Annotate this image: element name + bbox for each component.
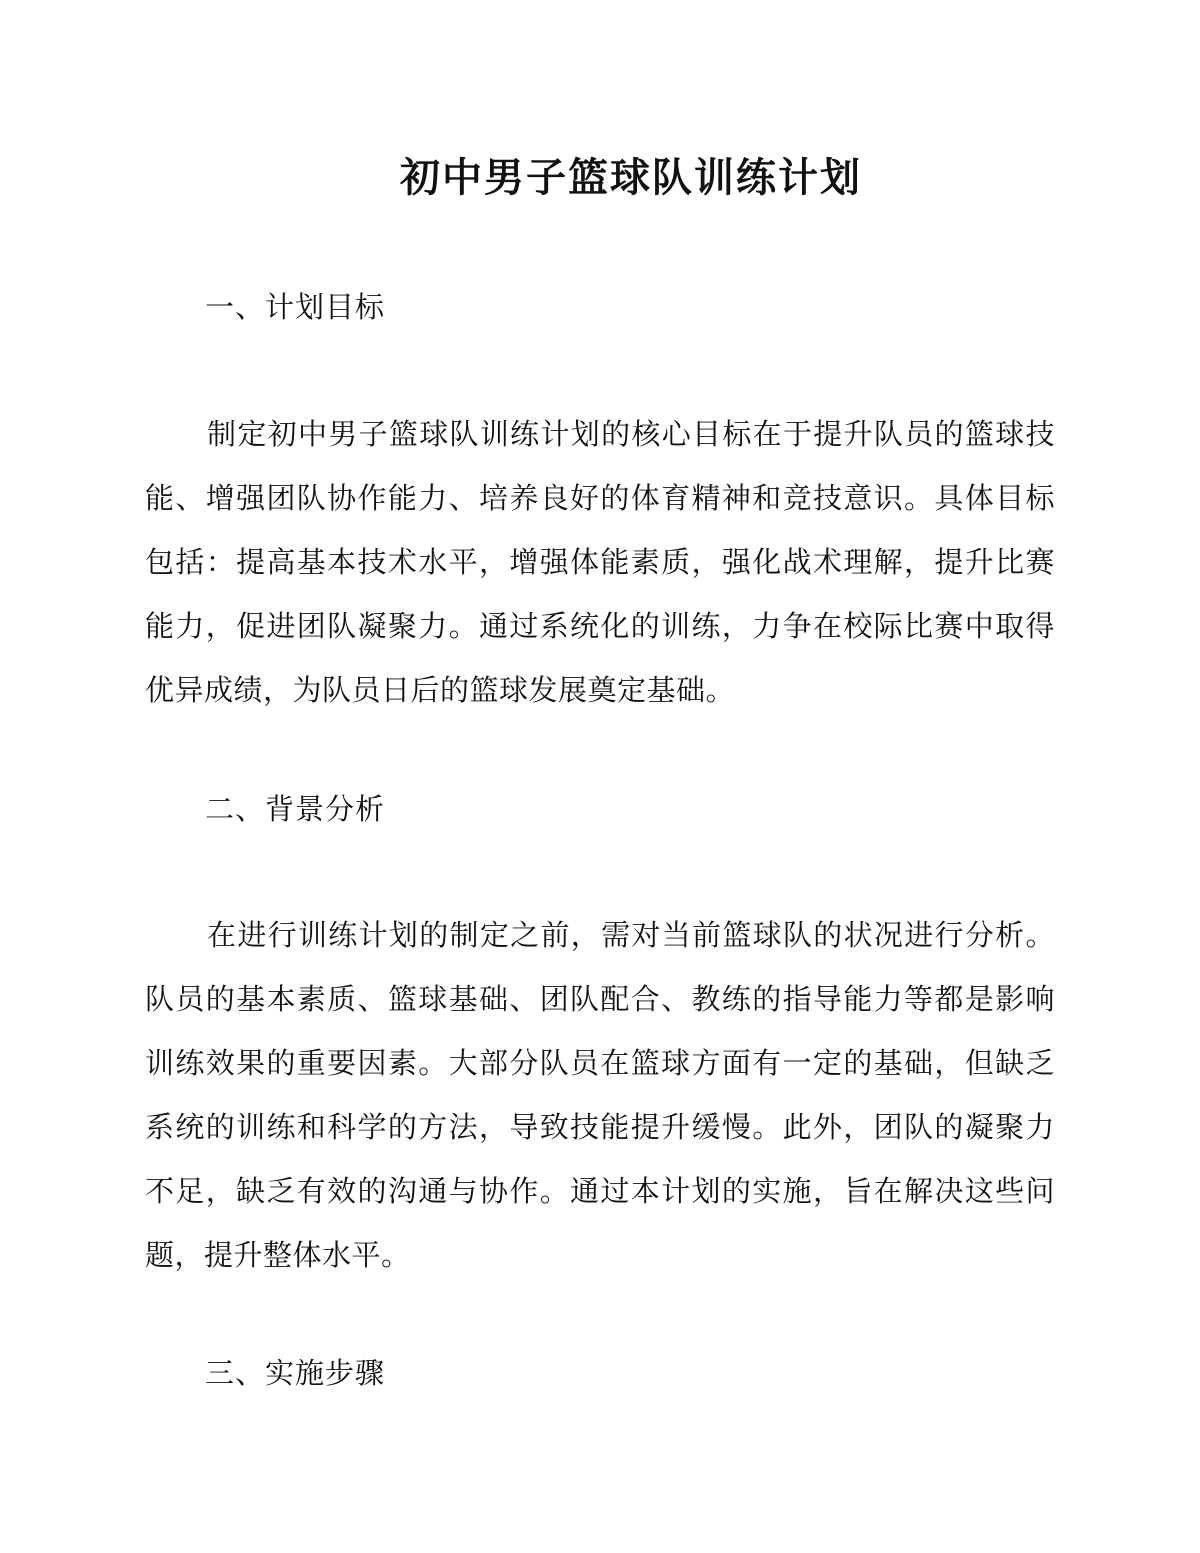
section-paragraph-background: 在进行训练计划的制定之前，需对当前篮球队的状况进行分析。队员的基本素质、篮球基础、团队配合、教练的指导能力等都是影响训练效果的重要因素。大部分队员在篮球方面有一定的基础，但缺乏系统的训练和科学的方法，导致技能提升缓慢。此外，团队的凝聚力不足，缺乏有效的沟通与协作。通过本计划的实施，旨在解决这些问题，提升整体水平。: [145, 918, 1055, 1272]
section-heading-background: 二、背景分析: [205, 792, 386, 826]
section-paragraph-goals: 制定初中男子篮球队训练计划的核心目标在于提升队员的篮球技能、增强团队协作能力、培养良好的体育精神和竞技意识。具体目标包括：提高基本技术水平，增强体能素质，强化战术理解，提升比赛能力，促进团队凝聚力。通过系统化的训练，力争在校际比赛中取得优异成绩，为队员日后的篮球发展奠定基础。: [145, 417, 1055, 707]
section-heading-implementation: 三、实施步骤: [205, 1356, 386, 1390]
section-heading-goals: 一、计划目标: [205, 290, 386, 324]
document-title: 初中男子篮球队训练计划: [400, 155, 862, 201]
